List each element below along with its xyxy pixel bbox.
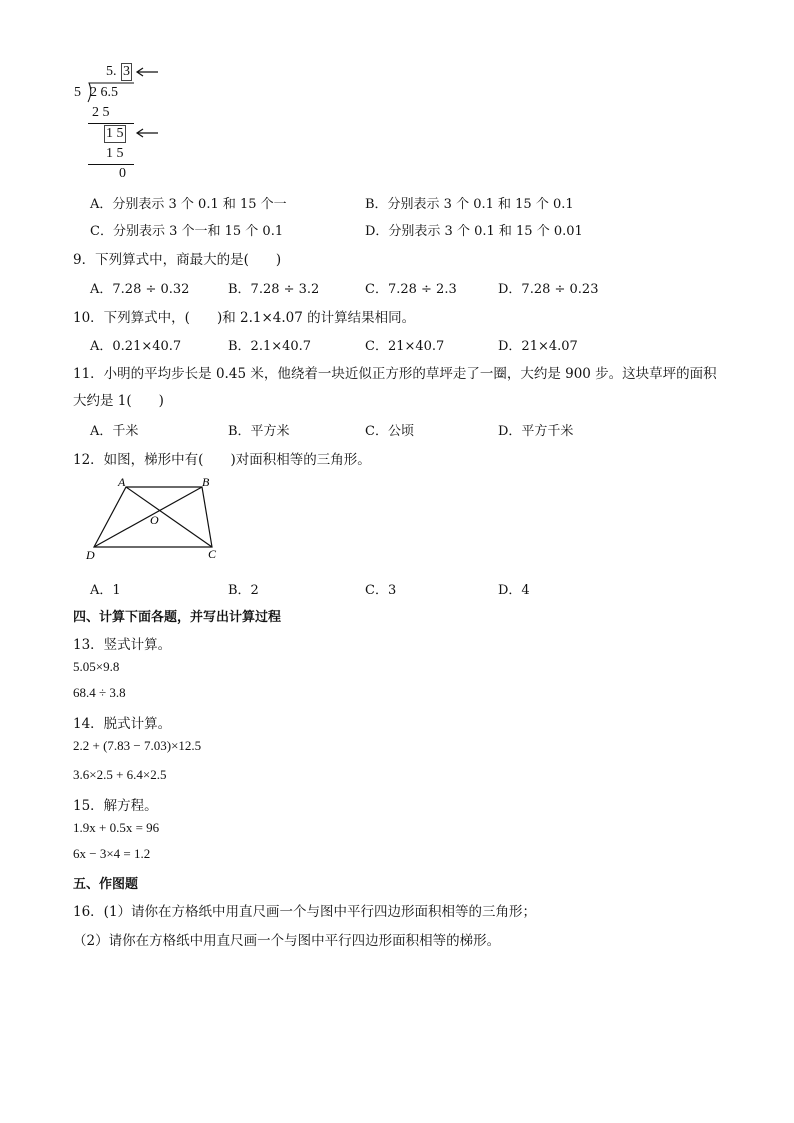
q9-option-c[interactable]: C．7.28 ÷ 2.3 [365, 282, 457, 297]
q8-option-a[interactable]: A．分别表示 3 个 0.1 和 15 个一 [90, 197, 287, 212]
q11-option-c[interactable]: C．公顷 [365, 424, 414, 439]
label-a: A [118, 475, 126, 489]
label-c: C [208, 547, 217, 561]
section4-title: 四、计算下面各题，并写出计算过程 [73, 610, 282, 625]
q12-option-a[interactable]: A．1 [90, 583, 121, 598]
section5-title: 五、作图题 [73, 877, 139, 892]
q8-option-b[interactable]: B．分别表示 3 个 0.1 和 15 个 0.1 [365, 197, 574, 212]
long-division-figure [70, 60, 170, 185]
q12-stem: 12．如图，梯形中有( )对面积相等的三角形。 [73, 452, 371, 468]
q10-option-a[interactable]: A．0.21×40.7 [90, 339, 182, 354]
label-d: D [86, 548, 95, 562]
q11-option-d[interactable]: D．平方千米 [498, 424, 574, 439]
label-o: O [150, 513, 159, 527]
q9-option-d[interactable]: D．7.28 ÷ 0.23 [498, 282, 599, 297]
remainder: 0 [119, 166, 126, 181]
q16-part-2: （2）请你在方格纸中用直尺画一个与图中平行四边形面积相等的梯形。 [73, 933, 501, 949]
q14-item-1: 2.2 + (7.83 − 7.03)×12.5 [73, 738, 202, 753]
q9-option-a[interactable]: A．7.28 ÷ 0.32 [90, 282, 190, 297]
q9-stem: 9．下列算式中，商最大的是( ) [73, 252, 282, 268]
q15-stem: 15．解方程。 [73, 798, 158, 814]
dividend: 2 6.5 [90, 85, 118, 100]
q8-option-c[interactable]: C．分别表示 3 个一和 15 个 0.1 [90, 224, 284, 239]
arrow-icon-mid [134, 127, 160, 139]
q16-part-1: 16．(1）请你在方格纸中用直尺画一个与图中平行四边形面积相等的三角形； [73, 904, 537, 920]
q14-item-2: 3.6×2.5 + 6.4×2.5 [73, 767, 167, 782]
q11-stem-line2: 大约是 1( ) [73, 393, 164, 409]
q10-option-c[interactable]: C．21×40.7 [365, 339, 445, 354]
divisor: 5 [74, 85, 81, 100]
label-b: B [202, 475, 210, 489]
q12-option-b[interactable]: B．2 [228, 583, 259, 598]
q10-stem: 10．下列算式中，( )和 2.1×4.07 的计算结果相同。 [73, 310, 416, 326]
step1: 2 5 [92, 105, 110, 120]
step1-line [88, 123, 134, 124]
q8-option-d[interactable]: D．分别表示 3 个 0.1 和 15 个 0.01 [365, 224, 583, 239]
q15-item-2: 6x − 3×4 = 1.2 [73, 846, 151, 861]
q10-option-b[interactable]: B．2.1×40.7 [228, 339, 312, 354]
step2-box: 1 5 [106, 126, 124, 141]
q13-item-2: 68.4 ÷ 3.8 [73, 685, 126, 700]
trapezoid-figure [80, 473, 230, 565]
q11-option-a[interactable]: A．千米 [90, 424, 139, 439]
q12-option-d[interactable]: D．4 [498, 583, 530, 598]
q11-option-b[interactable]: B．平方米 [228, 424, 290, 439]
q11-stem-line1: 11．小明的平均步长是 0.45 米，他绕着一块近似正方形的草坪走了一圈，大约是 900 步。这块草坪的面积 [73, 366, 717, 382]
q13-stem: 13．竖式计算。 [73, 637, 172, 653]
q15-item-1: 1.9x + 0.5x = 96 [73, 820, 160, 835]
step3-line [88, 164, 134, 165]
q9-option-b[interactable]: B．7.28 ÷ 3.2 [228, 282, 320, 297]
arrow-icon-top [134, 66, 160, 78]
q12-option-c[interactable]: C．3 [365, 583, 397, 598]
quotient-box: 3 [123, 64, 130, 79]
step3: 1 5 [106, 146, 124, 161]
q14-stem: 14．脱式计算。 [73, 716, 172, 732]
quotient-int: 5. [106, 64, 117, 79]
q13-item-1: 5.05×9.8 [73, 659, 120, 674]
q10-option-d[interactable]: D．21×4.07 [498, 339, 578, 354]
